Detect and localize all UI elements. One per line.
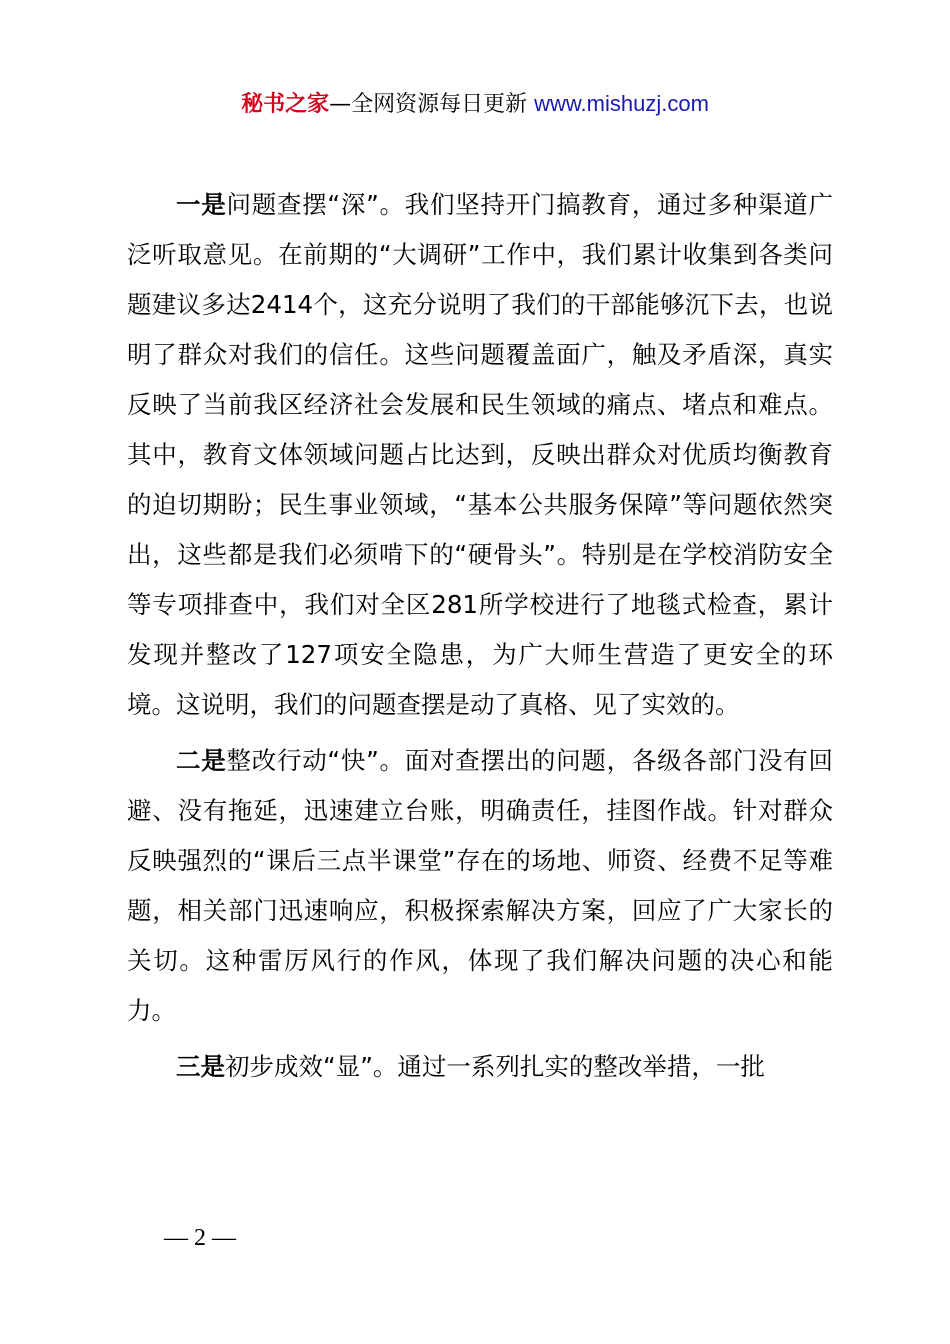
paragraph-1 [127, 180, 833, 730]
paragraph-2 [127, 736, 833, 1036]
paragraph-lead: 三是 [176, 1052, 225, 1081]
paragraph-3 [127, 1042, 833, 1092]
paragraph-lead: 二是 [176, 746, 227, 775]
paragraph-text: 问题查摆“深”。我们坚持开门搞教育，通过多种渠道广泛听取意见。在前期的“大调研”工作中，我们累计收集到各类问题建议多达2414个，这充分说明了我们的干部能够沉下去，也说明了群众对我们的信任。这些问题覆盖面广，触及矛盾深，真实反映了当前我区经济社会发展和民生领域的痛点、堵点和难点。其中，教育文体领域问题占比达到，反映出群众对优质均衡教育的迫切期盼；民生事业领域，“基本公共服务保障”等问题依然突出，这些都是我们必须啃下的“硬骨头”。特别是在学校消防安全等专项排查中，我们对全区281所学校进行了地毯式检查，累计发现并整改了127项安全隐患，为广大师生营造了更安全的环境。这说明，我们的问题查摆是动了真格、见了实效的。 [127, 190, 834, 719]
document-body [127, 180, 833, 1098]
paragraph-text: 初步成效“显”。通过一系列扎实的整改举措，一批 [225, 1052, 765, 1081]
paragraph-lead: 一是 [176, 190, 227, 219]
page-number: — 2 — [164, 1225, 236, 1251]
header-brand: 秘书之家 [241, 92, 330, 117]
header-url-link[interactable]: www.mishuzj.com [534, 91, 709, 116]
header-tagline: —全网资源每日更新 [329, 92, 535, 117]
paragraph-text: 整改行动“快”。面对查摆出的问题，各级各部门没有回避、没有拖延，迅速建立台账，明确责任，挂图作战。针对群众反映强烈的“课后三点半课堂”存在的场地、师资、经费不足等难题，相关部门迅速响应，积极探索解决方案，回应了广大家长的关切。这种雷厉风行的作风，体现了我们解决问题的决心和能力。 [127, 746, 834, 1025]
page-header [0, 86, 950, 123]
